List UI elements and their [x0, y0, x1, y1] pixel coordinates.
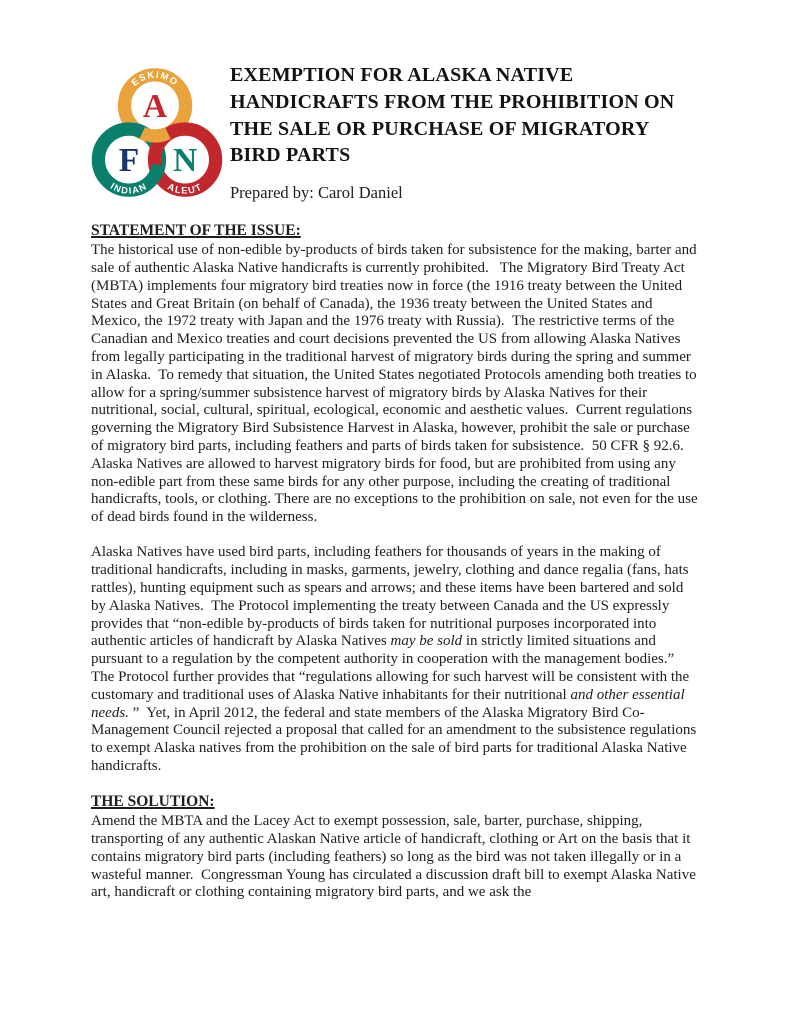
document-header	[91, 0, 701, 203]
letter-n: N	[172, 141, 198, 179]
paragraph-italic-segment: may be sold	[390, 633, 463, 650]
document-body	[91, 222, 701, 902]
title-line: BIRD PARTS	[230, 144, 351, 167]
letter-a: A	[142, 87, 168, 125]
paragraph-segment: The historical use of non-edible by-products of birds taken for subsistence for the making, barter and sale of authentic Alaska Native handicrafts is currently prohibited. The Migratory Bird Treaty Act (MBTA) implements four migratory bird treaties now in force (the 1916 treaty between the United States and Great Britain (on behalf of Canada), the 1936 treaty between the United States and Mexico, the 1972 treaty with Japan and the 1976 treaty with Russia). The restrictive terms of the Canadian and Mexico treaties and court decisions prevented the US from allowing Alaska Natives from legally participating in the traditional harvest of migratory birds during the spring and summer in Alaska. To remedy that situation, the United States negotiated Protocols amending both treaties to allow for a spring/summer subsistence harvest of migratory birds by Alaska Natives for their nutritional, social, cultural, spiritual, ecological, economic and aesthetic values. Current regulations governing the Migratory Bird Subsistence Harvest in Alaska, however, prohibit the sale or purchase of migratory bird parts, including feathers and parts of birds taken for subsistence. 50 CFR § 92.6. Alaska Natives are allowed to harvest migratory birds for food, but are prohibited from using any non-edible part from these same birds for any other purpose, including the creating of traditional handicrafts, tools, or clothing. There are no exceptions to the prohibition on sale, not even for the use of dead birds found in the wilderness.	[91, 242, 702, 526]
paragraph-segment: in strictly limited situations and pursuant to a regulation by the competent authority in cooperation with the management bodies.” The Protocol further provides that “regulations allowing for such harvest will be consistent with the customary and traditional uses of Alaska Native inhabitants for their nutritional	[91, 633, 693, 703]
aleut-label: ALEUT	[166, 181, 205, 196]
orange-weave-arc	[142, 133, 168, 136]
section-heading: THE SOLUTION:	[91, 793, 215, 811]
body-paragraph	[91, 544, 701, 775]
title-line: HANDICRAFTS FROM THE PROHIBITION ON	[230, 90, 675, 113]
indian-label: INDIAN	[108, 180, 150, 196]
teal-weave-arc	[152, 165, 159, 179]
title-block	[230, 62, 674, 203]
letter-f: F	[118, 141, 140, 179]
prepared-by-line: Prepared by: Carol Daniel	[230, 183, 403, 203]
paragraph-segment: Alaska Natives have used bird parts, including feathers for thousands of years in the making of traditional handicrafts, including in masks, garments, jewelry, clothing and dance regalia (fans, hats rattles), hunting equipment such as spears and arrows; and these items have been bartered and sold by Alaska Natives. The Protocol implementing the treaty between Canada and the US expressly provides that “non-edible by-products of birds taken for nutritional purposes incorporated into authentic articles of handicraft by Alaska Natives	[91, 544, 693, 650]
body-paragraph	[91, 813, 701, 902]
eskimo-label: ESKIMO	[129, 69, 181, 89]
afn-logo-graphic	[91, 68, 223, 200]
document-title	[230, 62, 674, 169]
paragraph-segment: Amend the MBTA and the Lacey Act to exempt possession, sale, barter, purchase, shipping, transporting of any authentic Alaskan Native article of handicraft, clothing or Art on the basis that it contains migratory bird parts (including feathers) so long as the bird was not taken illegally or in a wasteful manner. Congressman Young has circulated a discussion draft bill to exempt Alaska Native art, handicraft or clothing containing migratory bird parts, and we ask the	[91, 813, 700, 901]
title-line: EXEMPTION FOR ALASKA NATIVE	[230, 64, 574, 86]
section-heading: STATEMENT OF THE ISSUE:	[91, 222, 301, 240]
afn-logo	[91, 68, 223, 200]
svg-text:ESKIMO	[130, 70, 181, 88]
paragraph-italic-segment: and other essential needs.	[91, 686, 689, 721]
title-line: THE SALE OR PURCHASE OF MIGRATORY	[230, 117, 650, 140]
paragraph-segment: ” Yet, in April 2012, the federal and state members of the Alaska Migratory Bird Co-Management Council rejected a proposal that called for an amendment to the subsistence regulations to exempt Alaska natives from the prohibition on the sale of bird parts for traditional Alaska Native handicrafts.	[91, 704, 700, 774]
body-paragraph	[91, 242, 701, 527]
